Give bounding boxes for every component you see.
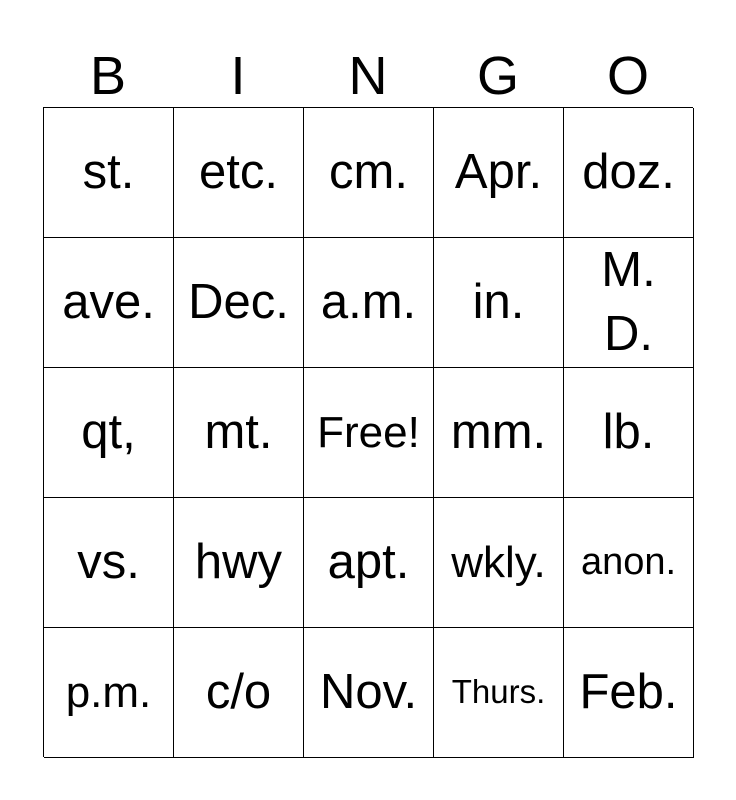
- cell-label: Feb.: [579, 664, 678, 719]
- free-space-cell[interactable]: [304, 368, 434, 498]
- cell-label: Apr.: [454, 144, 543, 199]
- cell-label: Nov.: [319, 664, 418, 719]
- header-letter-g: G: [476, 46, 519, 106]
- bingo-cell[interactable]: [174, 238, 304, 368]
- cell-label: wkly.: [451, 537, 546, 587]
- bingo-cell[interactable]: [174, 368, 304, 498]
- bingo-cell[interactable]: [564, 238, 694, 368]
- bingo-cell[interactable]: [434, 108, 564, 238]
- cell-label: mt.: [204, 404, 273, 459]
- bingo-cell[interactable]: [564, 498, 694, 628]
- bingo-cell[interactable]: [434, 628, 564, 758]
- cell-label: mm.: [450, 404, 547, 459]
- bingo-cell[interactable]: [174, 108, 304, 238]
- cell-label: cm.: [329, 144, 408, 199]
- cell-label: lb.: [602, 404, 655, 459]
- bingo-cell[interactable]: [44, 238, 174, 368]
- bingo-cell[interactable]: [304, 628, 434, 758]
- header-letter-n: N: [348, 46, 388, 106]
- bingo-cell[interactable]: [174, 628, 304, 758]
- cell-label: qt,: [81, 404, 136, 459]
- cell-label: st.: [82, 144, 135, 199]
- bingo-cell[interactable]: [434, 498, 564, 628]
- cell-label: c/o: [205, 664, 272, 719]
- cell-label: M. D.: [601, 242, 656, 361]
- bingo-cell[interactable]: [434, 238, 564, 368]
- cell-label: apt.: [327, 534, 410, 589]
- header-letter-b: B: [89, 46, 127, 106]
- bingo-cell[interactable]: [174, 498, 304, 628]
- cell-label: etc.: [199, 144, 278, 199]
- bingo-cell[interactable]: [44, 628, 174, 758]
- bingo-cell[interactable]: [564, 628, 694, 758]
- bingo-board: [43, 107, 693, 757]
- header-letter-o: O: [606, 46, 649, 106]
- cell-label: Dec.: [188, 274, 289, 329]
- cell-label: vs.: [77, 534, 140, 589]
- header-letter-i: I: [230, 46, 246, 106]
- cell-label: hwy: [194, 534, 283, 589]
- cell-label: ave.: [62, 274, 155, 329]
- bingo-cell[interactable]: [564, 108, 694, 238]
- cell-label: doz.: [582, 144, 675, 199]
- bingo-cell[interactable]: [304, 238, 434, 368]
- cell-label: Thurs.: [451, 673, 546, 711]
- bingo-header: [43, 44, 693, 108]
- bingo-cell[interactable]: [434, 368, 564, 498]
- cell-label: a.m.: [320, 274, 417, 329]
- bingo-cell[interactable]: [44, 498, 174, 628]
- bingo-cell[interactable]: [304, 498, 434, 628]
- free-space-label: Free!: [317, 407, 420, 457]
- cell-label: anon.: [580, 540, 677, 583]
- cell-label: in.: [472, 274, 525, 329]
- cell-label: p.m.: [65, 667, 152, 717]
- bingo-cell[interactable]: [44, 108, 174, 238]
- bingo-cell[interactable]: [564, 368, 694, 498]
- bingo-cell[interactable]: [44, 368, 174, 498]
- bingo-cell[interactable]: [304, 108, 434, 238]
